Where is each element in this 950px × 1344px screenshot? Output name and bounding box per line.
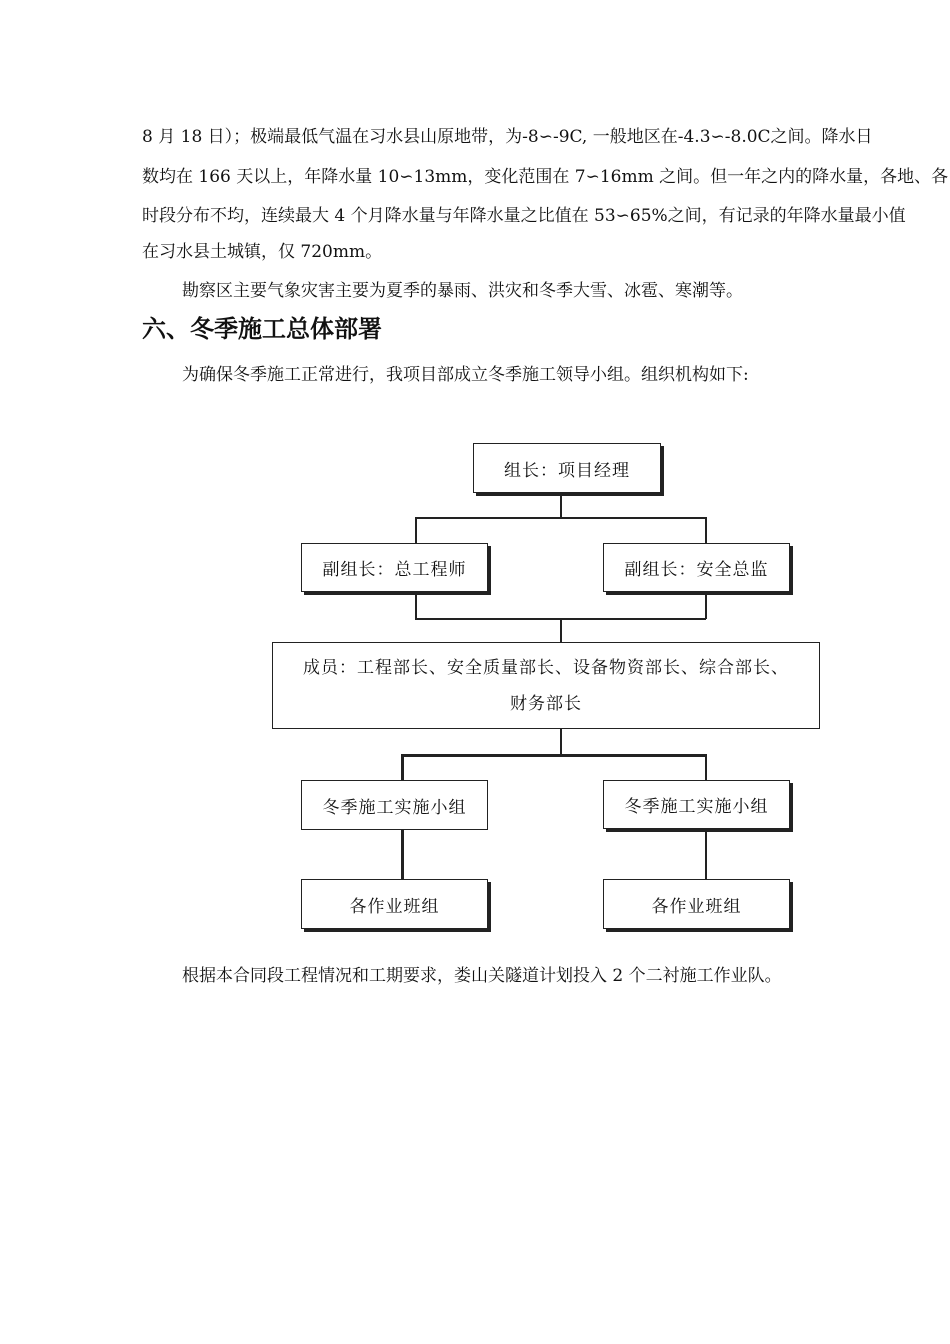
connector-group-right-up [705,754,707,781]
climate-paragraph-line-2: 数均在 166 天以上，年降水量 10∽13mm，变化范围在 7∽16mm 之间。但一年之内的降水量，各地、各 [142,167,949,187]
connector-members-up [560,618,562,643]
members-label-line-1: 成员：工程部长、安全质量部长、设备物资部长、综合部长、 [303,657,789,678]
group-left-label: 冬季施工实施小组 [322,797,467,818]
connector-group-left-up [401,754,404,781]
group-left-box [301,780,488,830]
leader-box [473,443,661,493]
team-right-box [603,879,790,929]
connector-deputy-right-down [705,592,707,619]
group-right-label: 冬季施工实施小组 [624,797,769,817]
connector-team-left [401,830,404,880]
connector-members-down [560,729,562,755]
climate-paragraph-line-4: 在习水县土城镇，仅 720mm。 [142,242,383,262]
team-left-label: 各作业班组 [349,896,440,917]
connector-deputy-left-up [415,517,417,544]
deputy-left-box [301,543,488,592]
connector-leader-down [560,493,562,518]
connector-deputies-bar [415,517,706,519]
leader-label: 组长：项目经理 [504,460,630,481]
members-label-line-2: 财务部长 [510,693,582,714]
closing-paragraph: 根据本合同段工程情况和工期要求，娄山关隧道计划投入 2 个二衬施工作业队。 [182,966,782,986]
section-heading: 六、冬季施工总体部署 [142,314,382,343]
team-right-label: 各作业班组 [651,896,742,917]
team-left-box [301,879,488,929]
connector-team-right [705,830,707,880]
deputy-right-box [603,543,790,592]
members-box [272,642,820,729]
climate-paragraph-line-3: 时段分布不均，连续最大 4 个月降水量与年降水量之比值在 53∽65%之间，有记录的年降水量最小值 [142,206,906,226]
deputy-left-label: 副组长：总工程师 [322,560,467,580]
connector-deputy-right-up [705,517,707,544]
group-right-box [603,780,790,829]
disasters-paragraph: 勘察区主要气象灾害主要为夏季的暴雨、洪灾和冬季大雪、冰雹、寒潮等。 [182,281,743,301]
connector-deputy-left-down [415,592,417,619]
connector-groups-bar [401,754,706,757]
intro-paragraph: 为确保冬季施工正常进行，我项目部成立冬季施工领导小组。组织机构如下: [182,365,749,385]
climate-paragraph-line-1: 8 月 18 日）；极端最低气温在习水县山原地带，为-8∽-9C, 一般地区在-4.3∽-8.0C之间。降水日 [142,127,873,147]
deputy-right-label: 副组长：安全总监 [624,560,769,580]
